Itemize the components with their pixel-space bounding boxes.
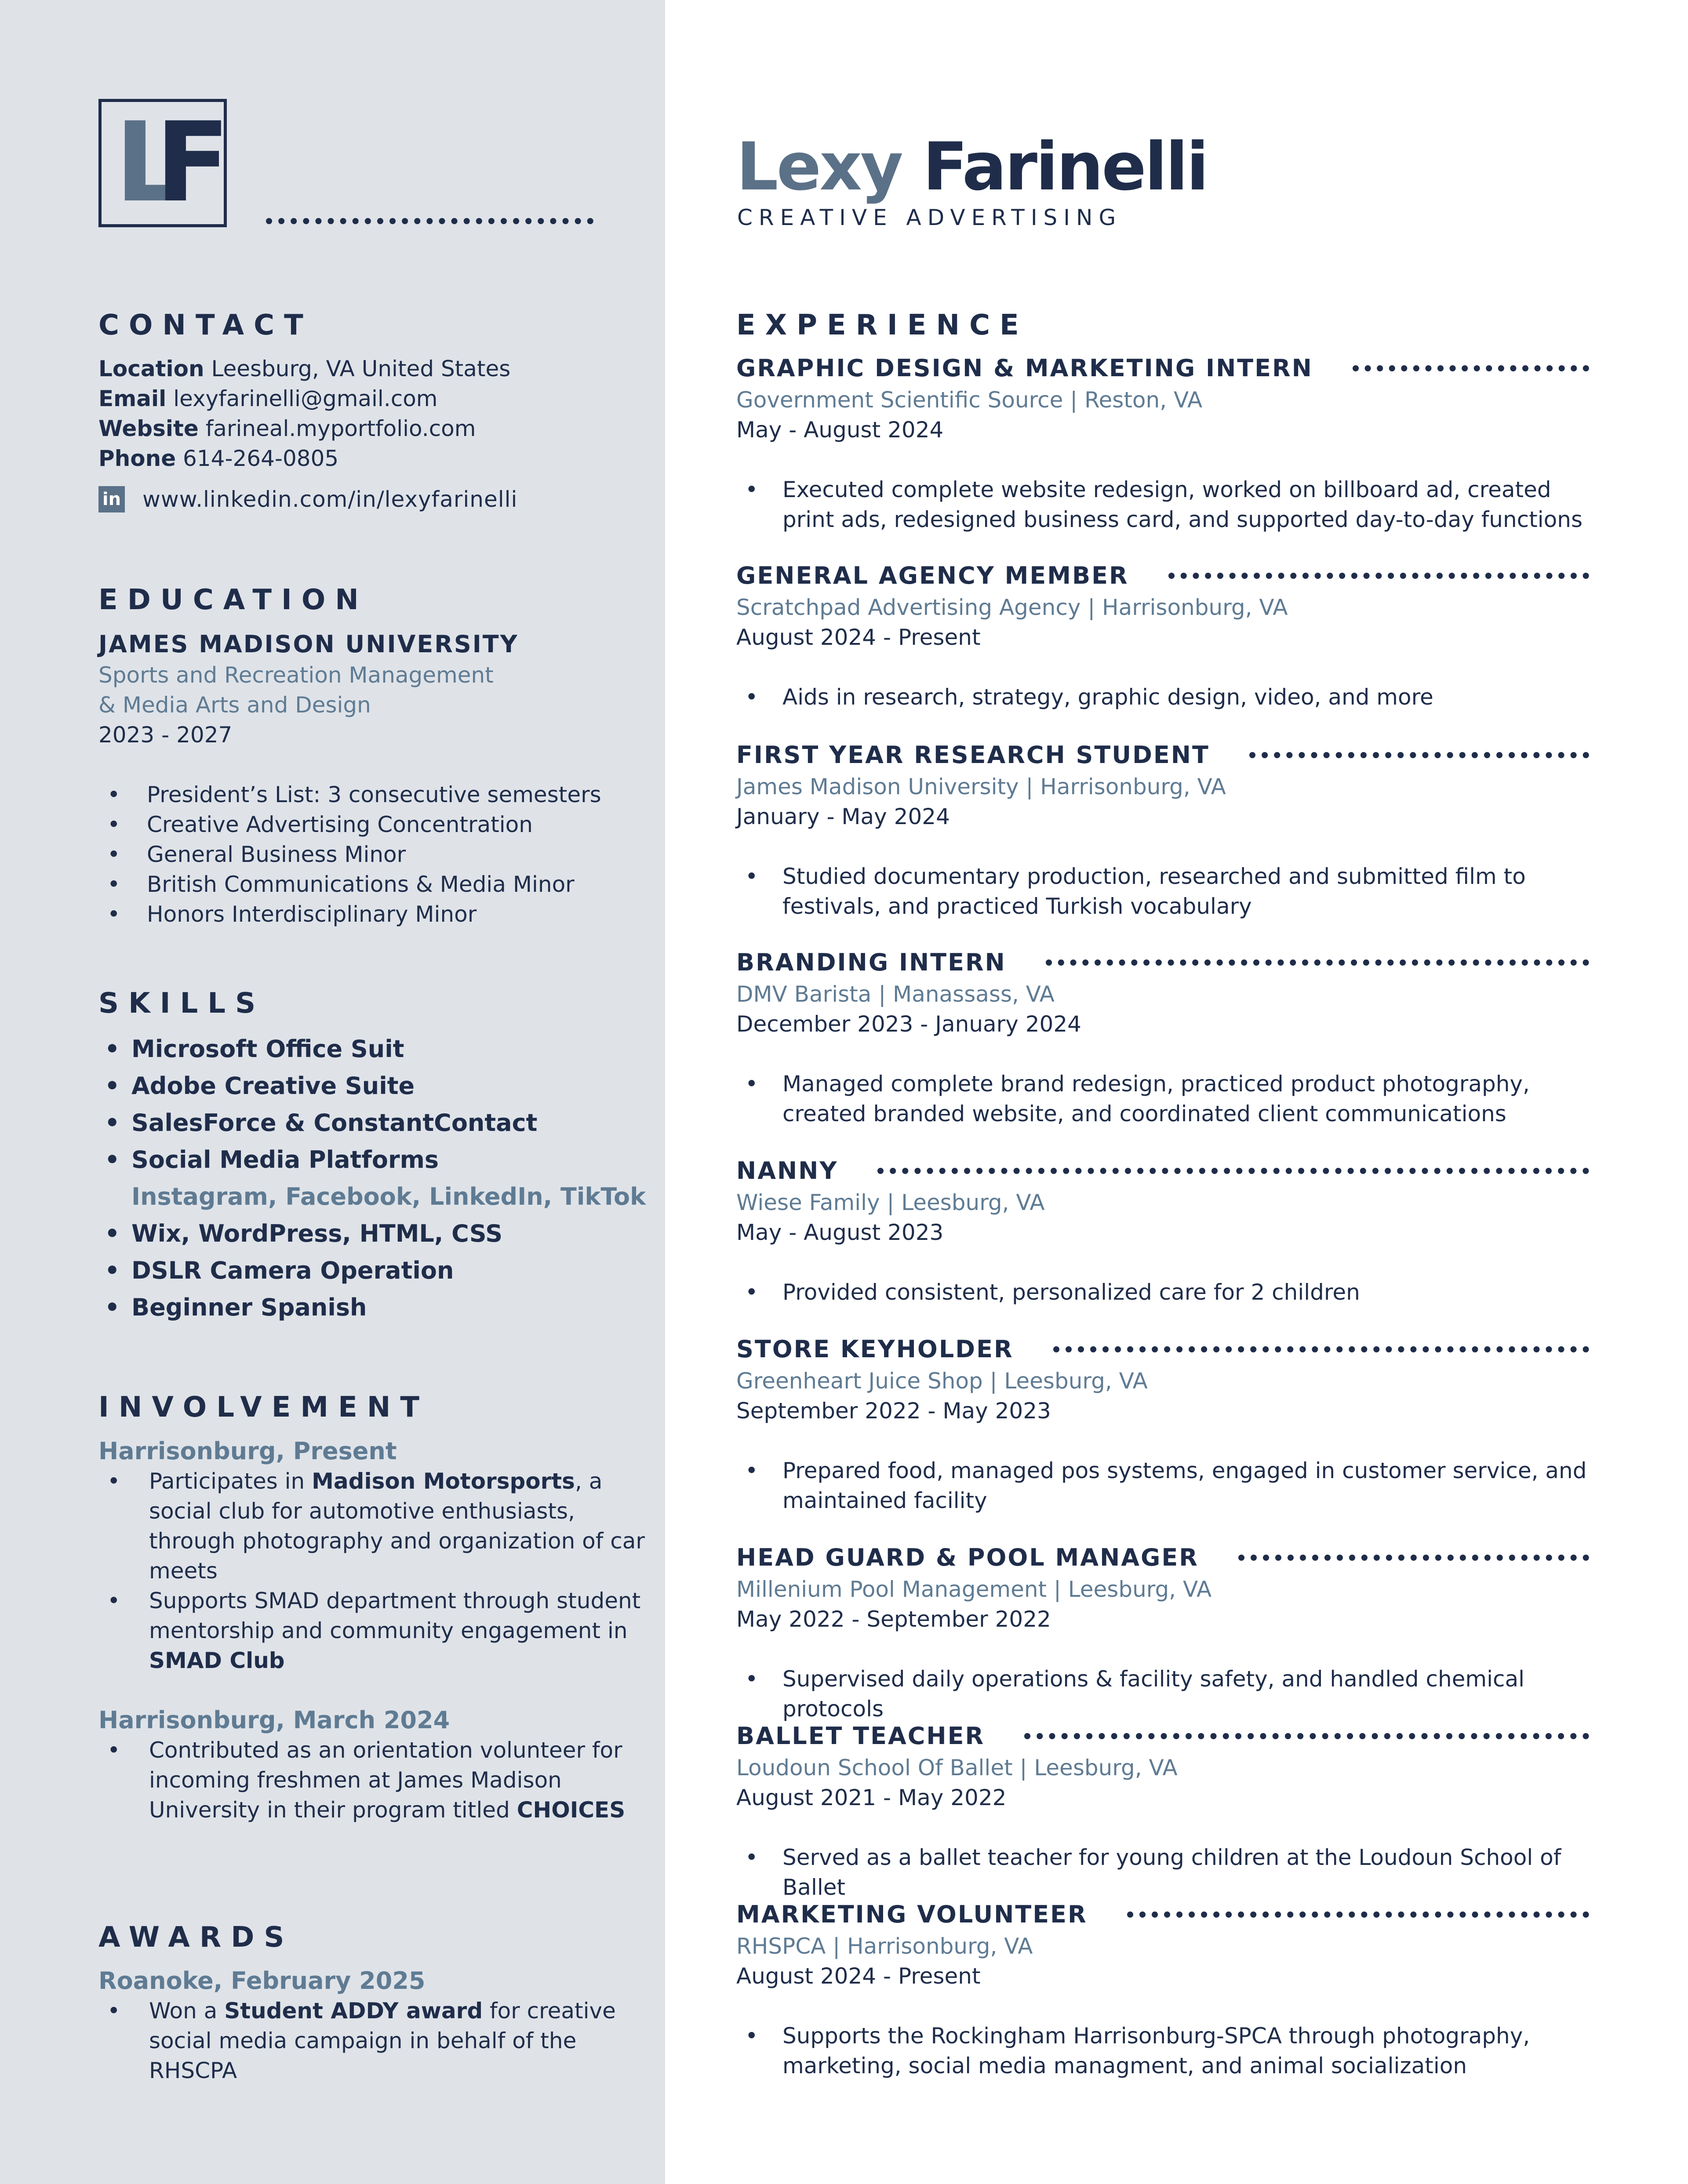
skill-item: • Wix, WordPress, HTML, CSS <box>98 1215 648 1252</box>
school-name: JAMES MADISON UNIVERSITY <box>98 630 519 658</box>
major-line-1: Sports and Recreation Management <box>98 662 494 688</box>
job-dotted-divider <box>1238 1555 1589 1561</box>
job-organization: Greenheart Juice Shop | Leesburg, VA <box>736 1368 1148 1394</box>
monogram-logo <box>98 98 230 227</box>
experience-list <box>736 352 1589 2081</box>
job-date: September 2022 - May 2023 <box>736 1398 1051 1424</box>
job-title: GRAPHIC DESIGN & MARKETING INTERN <box>736 354 1313 382</box>
list-item: • President’s List: 3 consecutive semesters <box>98 780 648 810</box>
contact-email <box>98 384 648 414</box>
involvement-entry-2-heading: Harrisonburg, March 2024 <box>98 1706 450 1734</box>
education-years: 2023 - 2027 <box>98 722 233 748</box>
contact-location <box>98 354 648 384</box>
job-organization: Scratchpad Advertising Agency | Harrisonburg, VA <box>736 595 1288 620</box>
job-organization: DMV Barista | Manassass, VA <box>736 981 1055 1007</box>
job-date: August 2024 - Present <box>736 625 981 650</box>
list-item: • Contributed as an orientation volunteer for incoming freshmen at James Madison University in their program titled CHOICES <box>98 1735 648 1825</box>
job-organization: James Madison University | Harrisonburg, VA <box>736 774 1226 799</box>
job-dotted-divider <box>1046 959 1589 966</box>
job-entry <box>736 1898 1589 2081</box>
job-dotted-divider <box>877 1168 1589 1174</box>
email-value[interactable]: lexyfarinelli@gmail.com <box>173 386 438 411</box>
skills-list-2 <box>98 1215 648 1326</box>
contact-phone <box>98 443 648 473</box>
contact-website <box>98 414 648 443</box>
awards-list <box>98 1996 648 2086</box>
job-dotted-divider <box>1053 1346 1589 1352</box>
contact-block <box>98 354 648 473</box>
job-date: May - August 2023 <box>736 1220 944 1245</box>
skill-item: • Adobe Creative Suite <box>98 1068 648 1105</box>
list-item: • Participates in Madison Motorsports, a social club for automotive enthusiasts, through photography and organization of car meets <box>98 1466 648 1586</box>
job-title: BALLET TEACHER <box>736 1722 985 1750</box>
job-title: STORE KEYHOLDER <box>736 1335 1014 1363</box>
skill-item: • Microsoft Office Suit <box>98 1031 648 1068</box>
job-title: HEAD GUARD & POOL MANAGER <box>736 1544 1199 1571</box>
resume-subtitle: CREATIVE ADVERTISING <box>737 205 1122 230</box>
skills-list <box>98 1031 648 1178</box>
job-bullet: • Aids in research, strategy, graphic design, video, and more <box>736 682 1589 712</box>
job-entry <box>736 1719 1589 1898</box>
job-title: FIRST YEAR RESEARCH STUDENT <box>736 741 1210 769</box>
involvement-block <box>98 1436 648 1825</box>
job-organization: RHSPCA | Harrisonburg, VA <box>736 1933 1033 1959</box>
contact-heading: CONTACT <box>98 309 313 342</box>
involvement-entry-2-list <box>98 1735 648 1825</box>
job-bullet: • Supervised daily operations & facility safety, and handled chemical protocols <box>736 1664 1589 1724</box>
skills-heading: SKILLS <box>98 987 266 1020</box>
linkedin-url[interactable]: www.linkedin.com/in/lexyfarinelli <box>142 487 518 512</box>
job-title: NANNY <box>736 1157 838 1185</box>
job-entry <box>736 559 1589 738</box>
job-organization: Wiese Family | Leesburg, VA <box>736 1190 1045 1215</box>
job-organization: Loudoun School Of Ballet | Leesburg, VA <box>736 1755 1178 1781</box>
job-entry <box>736 1154 1589 1333</box>
awards-heading: AWARDS <box>98 1921 294 1954</box>
involvement-entry-1-heading: Harrisonburg, Present <box>98 1437 397 1465</box>
monogram-dotted-divider <box>266 218 593 224</box>
monogram-letter-f: F <box>155 98 230 226</box>
list-item: • Supports SMAD department through student mentorship and community engagement in SMAD Club <box>98 1586 648 1675</box>
job-date: May - August 2024 <box>736 417 944 443</box>
last-name: Farinelli <box>923 129 1208 205</box>
job-bullet: • Managed complete brand redesign, practiced product photography, created branded website, and coordinated client communications <box>736 1069 1589 1129</box>
linkedin-row <box>98 486 517 512</box>
phone-label: Phone <box>98 446 176 471</box>
skill-item: • Beginner Spanish <box>98 1289 648 1326</box>
location-value: Leesburg, VA United States <box>211 356 511 382</box>
job-dotted-divider <box>1127 1911 1589 1918</box>
awards-block <box>98 1966 648 2086</box>
list-item: • Won a Student ADDY award for creative social media campaign in behalf of the RHSCPA <box>98 1996 648 2086</box>
website-value[interactable]: farineal.myportfolio.com <box>205 416 476 441</box>
job-bullet: • Executed complete website redesign, worked on billboard ad, created print ads, redesigned business card, and supported day-to-day functions <box>736 475 1589 534</box>
involvement-entry-1-list <box>98 1466 648 1675</box>
job-bullet: • Studied documentary production, researched and submitted film to festivals, and practiced Turkish vocabulary <box>736 861 1589 921</box>
job-date: May 2022 - September 2022 <box>736 1606 1051 1632</box>
list-item: • General Business Minor <box>98 839 648 869</box>
monogram-letter-l: L <box>115 98 172 226</box>
experience-heading: EXPERIENCE <box>736 309 1029 342</box>
job-entry <box>736 1541 1589 1722</box>
list-item: • Honors Interdisciplinary Minor <box>98 899 648 929</box>
skill-item: • DSLR Camera Operation <box>98 1252 648 1289</box>
job-bullet: • Provided consistent, personalized care for 2 children <box>736 1277 1589 1307</box>
job-title: MARKETING VOLUNTEER <box>736 1901 1088 1928</box>
job-title: GENERAL AGENCY MEMBER <box>736 562 1129 589</box>
award-heading: Roanoke, February 2025 <box>98 1967 426 1995</box>
job-bullet: • Served as a ballet teacher for young children at the Loudoun School of Ballet <box>736 1842 1589 1902</box>
linkedin-icon: in <box>98 486 125 512</box>
job-entry <box>736 1333 1589 1541</box>
job-entry <box>736 352 1589 559</box>
job-date: December 2023 - January 2024 <box>736 1011 1081 1037</box>
job-organization: Millenium Pool Management | Leesburg, VA <box>736 1577 1212 1602</box>
education-heading: EDUCATION <box>98 584 368 616</box>
resume-name <box>736 127 1207 207</box>
job-date: August 2021 - May 2022 <box>736 1785 1007 1810</box>
job-dotted-divider <box>1249 752 1589 758</box>
first-name: Lexy <box>736 129 902 205</box>
education-list <box>98 780 648 929</box>
skill-item: • SalesForce & ConstantContact <box>98 1105 648 1141</box>
job-date: January - May 2024 <box>736 804 950 829</box>
list-item: • Creative Advertising Concentration <box>98 810 648 839</box>
job-entry <box>736 738 1589 946</box>
involvement-heading: INVOLVEMENT <box>98 1391 429 1424</box>
list-item: • British Communications & Media Minor <box>98 869 648 899</box>
job-bullet: • Supports the Rockingham Harrisonburg-SPCA through photography, marketing, social media managment, and animal socialization <box>736 2021 1589 2081</box>
job-dotted-divider <box>1024 1733 1589 1739</box>
phone-value: 614-264-0805 <box>183 446 339 471</box>
website-label: Website <box>98 416 199 441</box>
job-dotted-divider <box>1353 365 1589 371</box>
skills-block <box>98 1031 648 1326</box>
job-organization: Government Scientific Source | Reston, VA <box>736 387 1203 413</box>
location-label: Location <box>98 356 204 382</box>
job-title: BRANDING INTERN <box>736 948 1006 976</box>
social-platforms-list: Instagram, Facebook, LinkedIn, TikTok <box>131 1183 646 1210</box>
job-bullet: • Prepared food, managed pos systems, engaged in customer service, and maintained facility <box>736 1456 1589 1515</box>
education-block <box>98 629 648 929</box>
job-date: August 2024 - Present <box>736 1963 981 1989</box>
job-entry <box>736 946 1589 1154</box>
job-dotted-divider <box>1168 573 1589 579</box>
major-line-2: & Media Arts and Design <box>98 692 371 718</box>
skill-item: • Social Media Platforms <box>98 1141 648 1178</box>
email-label: Email <box>98 386 167 411</box>
